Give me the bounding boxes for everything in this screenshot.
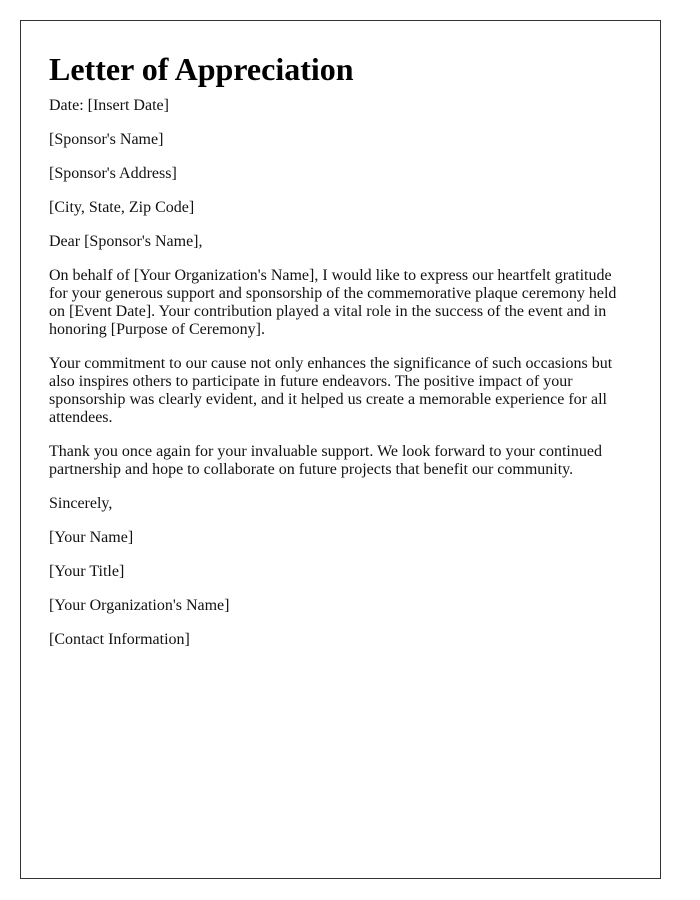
city-state-zip: [City, State, Zip Code] [49, 199, 195, 216]
signer-name: [Your Name] [49, 529, 134, 546]
signer-title: [Your Title] [49, 563, 125, 580]
closing: Sincerely, [49, 495, 113, 512]
letter-title: Letter of Appreciation [49, 51, 354, 87]
letter-container [20, 20, 661, 879]
signer-organization: [Your Organization's Name] [49, 597, 230, 614]
sponsor-name: [Sponsor's Name] [49, 131, 164, 148]
sponsor-address: [Sponsor's Address] [49, 165, 177, 182]
date-line: Date: [Insert Date] [49, 97, 169, 114]
body-paragraph-3: Thank you once again for your invaluable support. We look forward to your continued partnership and hope to collaborate on future projects that benefit our community. [49, 443, 602, 478]
signer-contact: [Contact Information] [49, 631, 190, 648]
body-paragraph-2: Your commitment to our cause not only enhances the significance of such occasions but also inspires others to participate in future endeavors. The positive impact of your sponsorship was clearly evident, and it helped us create a memorable experience for all attendees. [49, 355, 613, 426]
salutation: Dear [Sponsor's Name], [49, 233, 203, 250]
body-paragraph-1: On behalf of [Your Organization's Name], I would like to express our heartfelt gratitude for your generous support and sponsorship of the commemorative plaque ceremony held on [Event Date]. Your contribution played a vital role in the success of the event and in honoring [Purpose of Ceremony]. [49, 267, 617, 338]
